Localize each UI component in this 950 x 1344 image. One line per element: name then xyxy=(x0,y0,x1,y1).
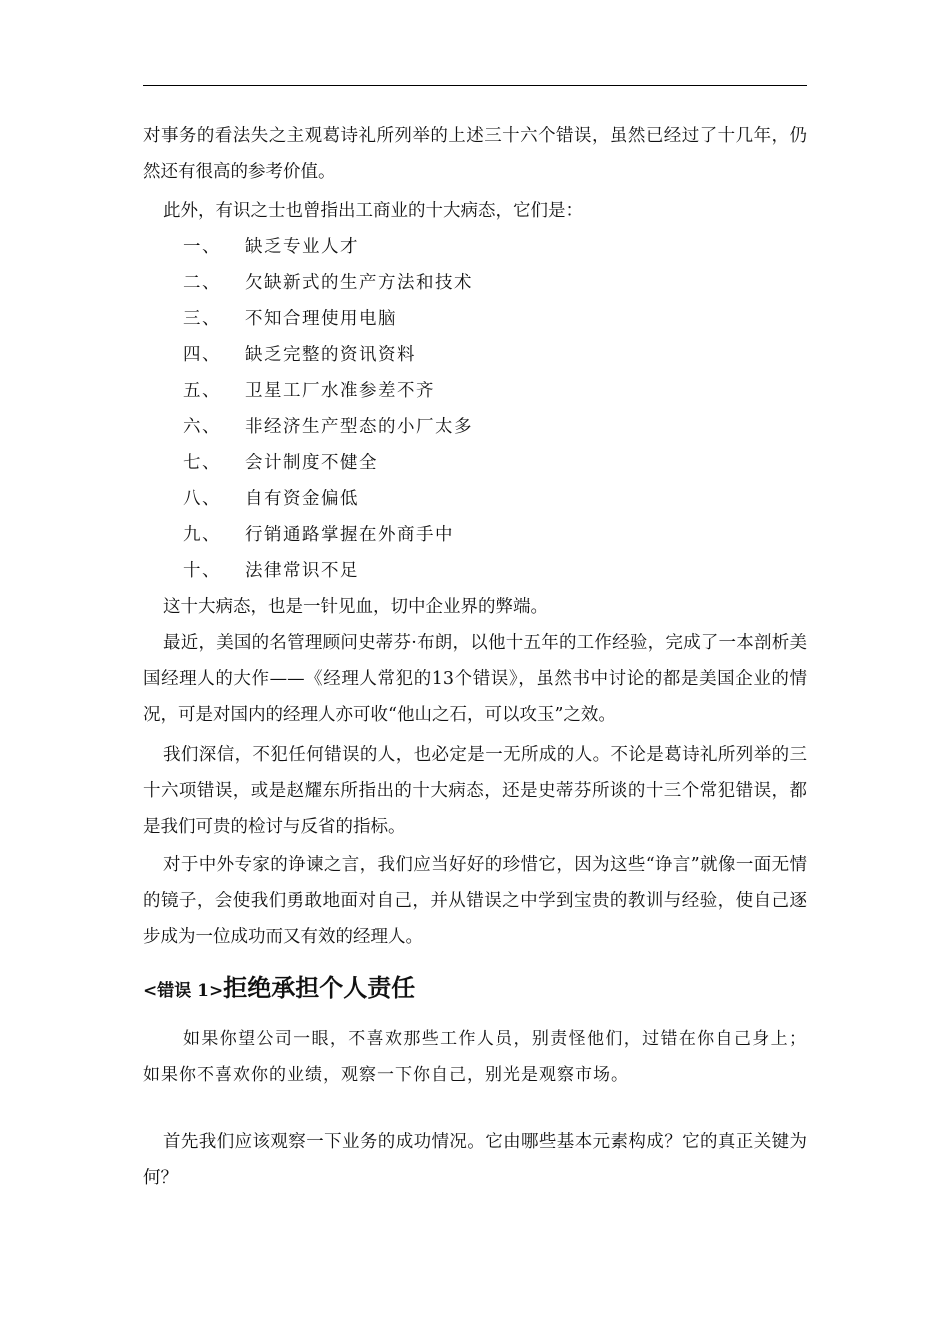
paragraph-book: 最近，美国的名管理顾问史蒂芬·布朗，以他十五年的工作经验，完成了一本剖析美国经理人的大作——《经理人常犯的13个错误》，虽然书中讨论的都是美国企业的情况，可是对国内的经理人亦可收“他山之石，可以攻玉”之效。 xyxy=(143,633,807,725)
list-item xyxy=(183,409,473,445)
list-item-text: 会计制度不健全 xyxy=(245,453,378,473)
list-item-text: 不知合理使用电脑 xyxy=(245,309,397,329)
list-item-number: 六、 xyxy=(183,417,221,437)
list-item-number: 二、 xyxy=(183,273,221,293)
paragraph-belief: 我们深信，不犯任何错误的人，也必定是一无所成的人。不论是葛诗礼所列举的三十六项错误，或是赵耀东所指出的十大病态，还是史蒂芬所谈的十三个常犯错误，都是我们可贵的检讨与反省的指标。 xyxy=(143,745,807,837)
header-rule xyxy=(143,85,807,86)
list-item-text: 非经济生产型态的小厂太多 xyxy=(245,417,473,437)
list-item xyxy=(183,229,473,265)
list-item-text: 法律常识不足 xyxy=(245,561,359,581)
section-heading xyxy=(143,968,415,1011)
list-item-number: 九、 xyxy=(183,525,221,545)
list-item-number: 一、 xyxy=(183,237,221,257)
list-item-number: 五、 xyxy=(183,381,221,401)
list-item-text: 缺乏完整的资讯资料 xyxy=(245,345,416,365)
section-heading-title: 拒绝承担个人责任 xyxy=(223,973,416,1002)
paragraph-ten-ills-comment: 这十大病态，也是一针见血，切中企业界的弊端。 xyxy=(163,597,548,617)
list-item xyxy=(183,553,473,589)
list-item-text: 卫星工厂水准参差不齐 xyxy=(245,381,435,401)
list-item-number: 七、 xyxy=(183,453,221,473)
list-item-number: 三、 xyxy=(183,309,221,329)
list-item xyxy=(183,517,473,553)
paragraph-ten-ills-intro: 此外，有识之士也曾指出工商业的十大病态，它们是： xyxy=(163,201,583,221)
list-item xyxy=(183,337,473,373)
list-item-text: 行销通路掌握在外商手中 xyxy=(245,525,454,545)
ten-ills-list xyxy=(183,229,473,589)
section-quote: 如果你望公司一眼，不喜欢那些工作人员，别责怪他们，过错在你自己身上；如果你不喜欢你的业绩，观察一下你自己，别光是观察市场。 xyxy=(143,1029,807,1085)
paragraph-first: 首先我们应该观察一下业务的成功情况。它由哪些基本元素构成？它的真正关键为何？ xyxy=(143,1132,807,1188)
section-heading-tag: <错误 1> xyxy=(143,981,224,1001)
list-item xyxy=(183,481,473,517)
list-item xyxy=(183,265,473,301)
list-item-number: 八、 xyxy=(183,489,221,509)
list-item-number: 四、 xyxy=(183,345,221,365)
list-item xyxy=(183,301,473,337)
list-item-text: 欠缺新式的生产方法和技术 xyxy=(245,273,473,293)
list-item-number: 十、 xyxy=(183,561,221,581)
list-item xyxy=(183,445,473,481)
paragraph-intro: 对事务的看法失之主观葛诗礼所列举的上述三十六个错误，虽然已经过了十几年，仍然还有很高的参考价值。 xyxy=(143,126,807,182)
list-item-text: 自有资金偏低 xyxy=(245,489,359,509)
list-item-text: 缺乏专业人才 xyxy=(245,237,359,257)
paragraph-advice: 对于中外专家的诤谏之言，我们应当好好的珍惜它，因为这些“诤言”就像一面无情的镜子，会使我们勇敢地面对自己，并从错误之中学到宝贵的教训与经验，使自己逐步成为一位成功而又有效的经理人。 xyxy=(143,855,807,947)
list-item xyxy=(183,373,473,409)
